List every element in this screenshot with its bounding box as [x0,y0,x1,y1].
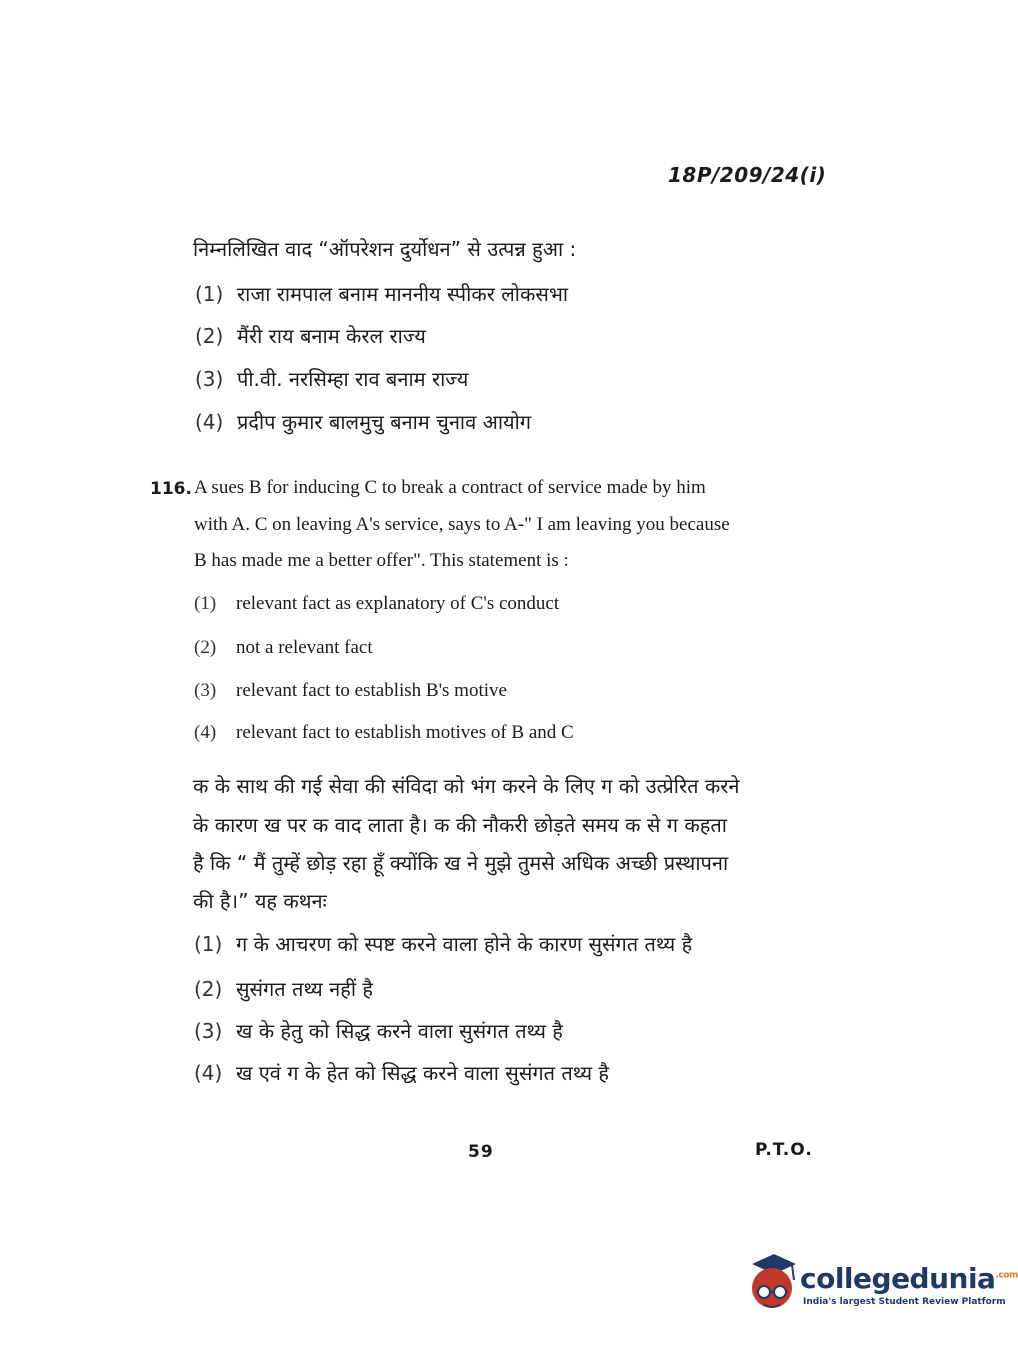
hindi-answer-option-3 [194,1017,563,1044]
brand-tagline: India's largest Student Review Platform [803,1297,1006,1307]
option-number: (3) [195,367,224,391]
option-number: (2) [195,324,224,348]
hindi-stem-line-2: के कारण ख पर क वाद लाता है। क की नौकरी छोड़ते समय क से ग कहता [193,813,727,837]
option-number: (4) [194,722,217,743]
brand-text: collegedunia [800,1262,996,1295]
option-text: पी.वी. नरसिम्हा राव बनाम राज्य [237,367,469,391]
page-number: 59 [468,1142,494,1162]
option-number: (1) [195,282,224,306]
hindi-answer-option-2 [194,975,373,1002]
option-text: मैंरी राय बनाम केरल राज्य [237,324,426,348]
brand-name [800,1262,1018,1295]
english-option-2 [194,637,373,659]
option-text: relevant fact as explanatory of C's conduct [236,593,560,614]
option-number: (4) [195,410,224,434]
english-option-3 [194,680,507,702]
question-stem-line-3: B has made me a better offer". This statement is : [194,550,569,571]
hindi-answer-option-4 [194,1059,609,1086]
hindi-option-1 [195,280,568,307]
hindi-answer-option-1 [194,930,692,957]
option-text: relevant fact to establish B's motive [236,680,507,701]
option-text: राजा रामपाल बनाम माननीय स्पीकर लोकसभा [237,282,569,306]
option-number: (1) [194,932,223,956]
option-number: (4) [194,1061,223,1085]
question-number: 116. [150,479,192,499]
hindi-stem-line-3: है कि “ मैं तुम्हें छोड़ रहा हूँ क्योंकि ख ने मुझे तुमसे अधिक अच्छी प्रस्थापना [193,851,729,875]
option-text: relevant fact to establish motives of B and C [236,722,574,743]
option-text: प्रदीप कुमार बालमुचु बनाम चुनाव आयोग [237,410,532,434]
mascot-icon [742,1250,802,1320]
option-text: not a relevant fact [236,637,373,658]
option-text: सुसंगत तथ्य नहीं है [236,977,374,1001]
english-option-4 [194,722,574,744]
paper-code: 18P/209/24(i) [668,163,827,187]
pto-label: P.T.O. [755,1140,813,1160]
question-stem-line-1: A sues B for inducing C to break a contract of service made by him [194,477,706,498]
option-text: ख के हेतु को सिद्ध करने वाला सुसंगत तथ्य है [236,1019,563,1043]
option-number: (3) [194,680,217,701]
option-text: ख एवं ग के हेत को सिद्ध करने वाला सुसंगत तथ्य है [236,1061,610,1085]
question-stem-line-2: with A. C on leaving A's service, says to A-" I am leaving you because [194,514,730,535]
english-option-1 [194,593,559,615]
hindi-stem-line-4: की है।” यह कथनः [193,889,327,913]
option-number: (2) [194,637,217,658]
hindi-stem-line-1: क के साथ की गई सेवा की संविदा को भंग करने के लिए ग को उत्प्रेरित करने [193,774,740,798]
option-text: ग के आचरण को स्पष्ट करने वाला होने के कारण सुसंगत तथ्य है [236,932,693,956]
option-number: (2) [194,977,223,1001]
hindi-option-3 [195,365,468,392]
option-number: (3) [194,1019,223,1043]
brand-suffix: .com [995,1270,1018,1281]
hindi-option-2 [195,322,426,349]
hindi-question-stem: निम्नलिखित वाद “ऑपरेशन दुर्योधन” से उत्पन्न हुआ : [193,237,577,261]
hindi-option-4 [195,408,531,435]
option-number: (1) [194,593,217,614]
